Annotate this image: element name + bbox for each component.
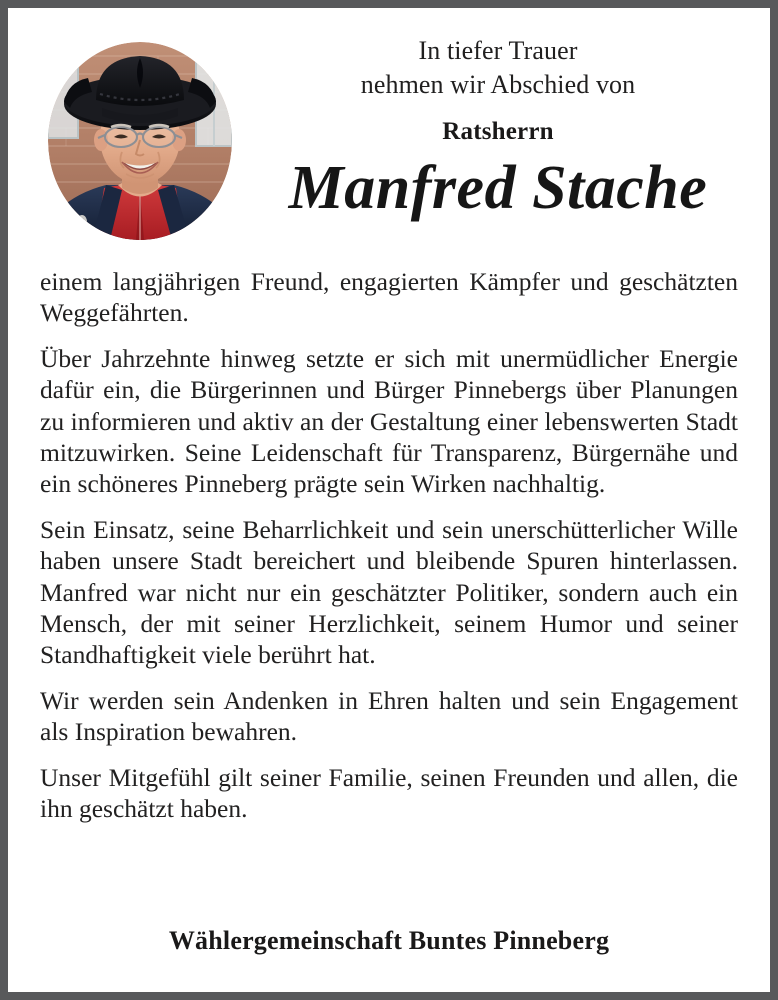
body-paragraph: einem langjährigen Freund, engagierten Kämpfer und geschätzten Weggefährten. <box>40 267 738 328</box>
salutation-block <box>240 34 756 224</box>
salutation-line-2: nehmen wir Abschied von <box>360 70 636 99</box>
portrait-photo <box>48 42 232 240</box>
portrait-illustration <box>48 42 232 240</box>
notice-header <box>8 8 770 248</box>
notice-inner <box>8 8 770 992</box>
body-paragraph: Wir werden sein Andenken in Ehren halten und sein Engagement als Inspiration bewahren. <box>40 685 738 747</box>
body-paragraph: Sein Einsatz, seine Beharrlichkeit und sein unerschütterlicher Wille haben unsere Stadt bereichert und bleibende Spuren hinterlassen. Manfred war nicht nur ein geschätzter Politiker, sondern auch ein Mensch, der mit seiner Herzlichkeit, seinem Humor und seiner Standhaftigkeit viele berührt hat. <box>40 514 738 670</box>
deceased-name: Manfred Stache <box>288 154 708 222</box>
deceased-role: Ratsherrn <box>442 118 554 145</box>
obituary-body <box>40 266 738 825</box>
salutation-line-1: In tiefer Trauer <box>418 36 578 65</box>
signature-organization: Wählergemeinschaft Buntes Pinneberg <box>168 926 610 955</box>
body-paragraph: Über Jahrzehnte hinweg setzte er sich mit unermüdlicher Energie dafür ein, die Bürgerinnen und Bürger Pinnebergs über Planungen zu informieren und aktiv an der Gestaltung einer lebenswerten Stadt mitzuwirken. Seine Leidenschaft für Transparenz, Bürgernähe und ein schöneres Pinneberg prägte sein Wirken nachhaltig. <box>40 343 738 499</box>
body-paragraph: Unser Mitgefühl gilt seiner Familie, seinen Freunden und allen, die ihn geschätzt haben. <box>40 762 738 824</box>
